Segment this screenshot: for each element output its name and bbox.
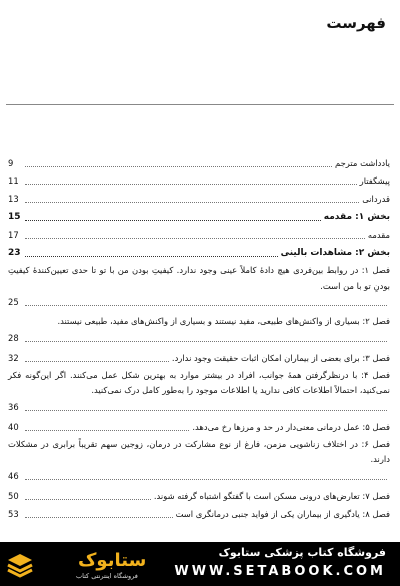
toc-entry-introduction[interactable] <box>8 227 390 243</box>
toc-entry-page: 11 <box>8 176 19 186</box>
chapter-title: فصل ۷: تعارض‌های درونی مسکن است با گفتگو اشتباه گرفته شوند. <box>153 490 390 501</box>
toc-entry-page: 17 <box>8 230 19 240</box>
toc-chapter-3[interactable] <box>8 350 390 366</box>
store-logo[interactable] <box>40 548 147 580</box>
dot-leader <box>25 479 387 480</box>
dot-leader <box>25 184 357 185</box>
toc-chapter-2[interactable] <box>8 314 390 346</box>
dot-leader <box>25 305 387 306</box>
logo-text: ستابوک <box>78 550 147 571</box>
chapter-page: 25 <box>8 297 19 307</box>
page-title: فهرست <box>326 14 386 32</box>
chapter-title: فصل ۵: عمل درمانی معنی‌دار در حد و مرزها رخ می‌دهد. <box>192 421 390 432</box>
dot-leader <box>25 256 278 257</box>
toc-chapter-8[interactable] <box>8 506 390 522</box>
store-name: فروشگاه کتاب پزشکی ستابوک <box>218 546 386 559</box>
chapter-page: 36 <box>8 401 19 412</box>
toc-chapter-6[interactable] <box>8 437 390 484</box>
chapter-page: 53 <box>8 508 19 519</box>
dot-leader <box>25 202 359 203</box>
dot-leader <box>25 166 332 167</box>
toc-entry-page: 9 <box>8 158 14 168</box>
chapter-title: فصل ۳: برای بعضی از بیماران امکان اثبات حقیقت وجود ندارد. <box>171 352 390 363</box>
chapter-title: فصل ۱: در روابط بین‌فردی هیچ دادۀ کاملاً عینی وجود ندارد. کیفیتِ بودن من با تو تا حدی تعیین‌کنندۀ کیفیتِ بودنِ تو با من است. <box>8 265 390 291</box>
dot-leader <box>25 430 189 431</box>
title-divider <box>6 104 394 105</box>
dot-leader <box>25 410 387 411</box>
toc-section-title: بخش ۱: مقدمه <box>323 212 390 222</box>
toc-section-title: بخش ۲: مشاهدات بالینی <box>280 248 390 258</box>
toc-chapter-7[interactable] <box>8 488 390 504</box>
chapter-title: فصل ۸: یادگیری از بیماران یکی از فواید جنبی درمانگری است <box>175 508 390 519</box>
toc-entry-translator-note[interactable] <box>8 155 390 171</box>
toc-section-page: 23 <box>8 248 21 258</box>
dot-leader <box>25 517 173 518</box>
table-of-contents <box>8 155 390 524</box>
chapter-page: 32 <box>8 352 19 363</box>
toc-entry-preface[interactable] <box>8 173 390 189</box>
toc-chapter-4[interactable] <box>8 368 390 415</box>
toc-entry-title: مقدمه <box>367 230 390 240</box>
toc-section-2[interactable] <box>8 245 390 261</box>
book-stack-icon <box>6 550 34 578</box>
dot-leader <box>25 361 169 362</box>
dot-leader <box>25 341 387 342</box>
chapter-page: 50 <box>8 490 19 501</box>
toc-entry-acknowledgments[interactable] <box>8 191 390 207</box>
dot-leader <box>25 499 151 500</box>
logo-subtitle: فروشگاه اینترنتی کتاب <box>76 572 138 580</box>
toc-entry-title: یادداشت مترجم <box>335 158 390 168</box>
toc-entry-page: 13 <box>8 194 19 204</box>
chapter-title: فصل ۴: با درنظرگرفتن همۀ جوانب، افراد در بیشتر موارد به بهترین شکل عمل می‌کنند. اگر این‌گونه فکر نمی‌کنید، احتمالاً اطلاعات کافی ندارید یا اطلاعات موجود را به‌طور کامل درک نمی‌کنید. <box>8 369 390 395</box>
toc-entry-title: قدردانی <box>362 194 390 204</box>
store-banner <box>0 542 400 586</box>
chapter-title: فصل ۲: بسیاری از واکنش‌های طبیعی، مفید نیستند و بسیاری از واکنش‌های مفید، طبیعی نیستند. <box>57 316 390 326</box>
chapter-page: 28 <box>8 332 19 343</box>
chapter-page: 40 <box>8 421 19 432</box>
toc-chapter-1[interactable] <box>8 263 390 310</box>
toc-section-page: 15 <box>8 212 21 222</box>
dot-leader <box>25 220 321 221</box>
toc-entry-title: پیشگفتار <box>359 176 390 186</box>
chapter-title: فصل ۶: در اختلاف زناشویی مزمن، فارغ از نوع مشارکت در درمان، زوجین سهم تقریباً برابری در مشکلات دارند. <box>8 438 390 464</box>
toc-chapter-5[interactable] <box>8 419 390 435</box>
store-url-link[interactable]: WWW.SETABOOK.COM <box>174 564 386 579</box>
dot-leader <box>25 238 365 239</box>
toc-section-1[interactable] <box>8 209 390 225</box>
chapter-page: 46 <box>8 470 19 481</box>
